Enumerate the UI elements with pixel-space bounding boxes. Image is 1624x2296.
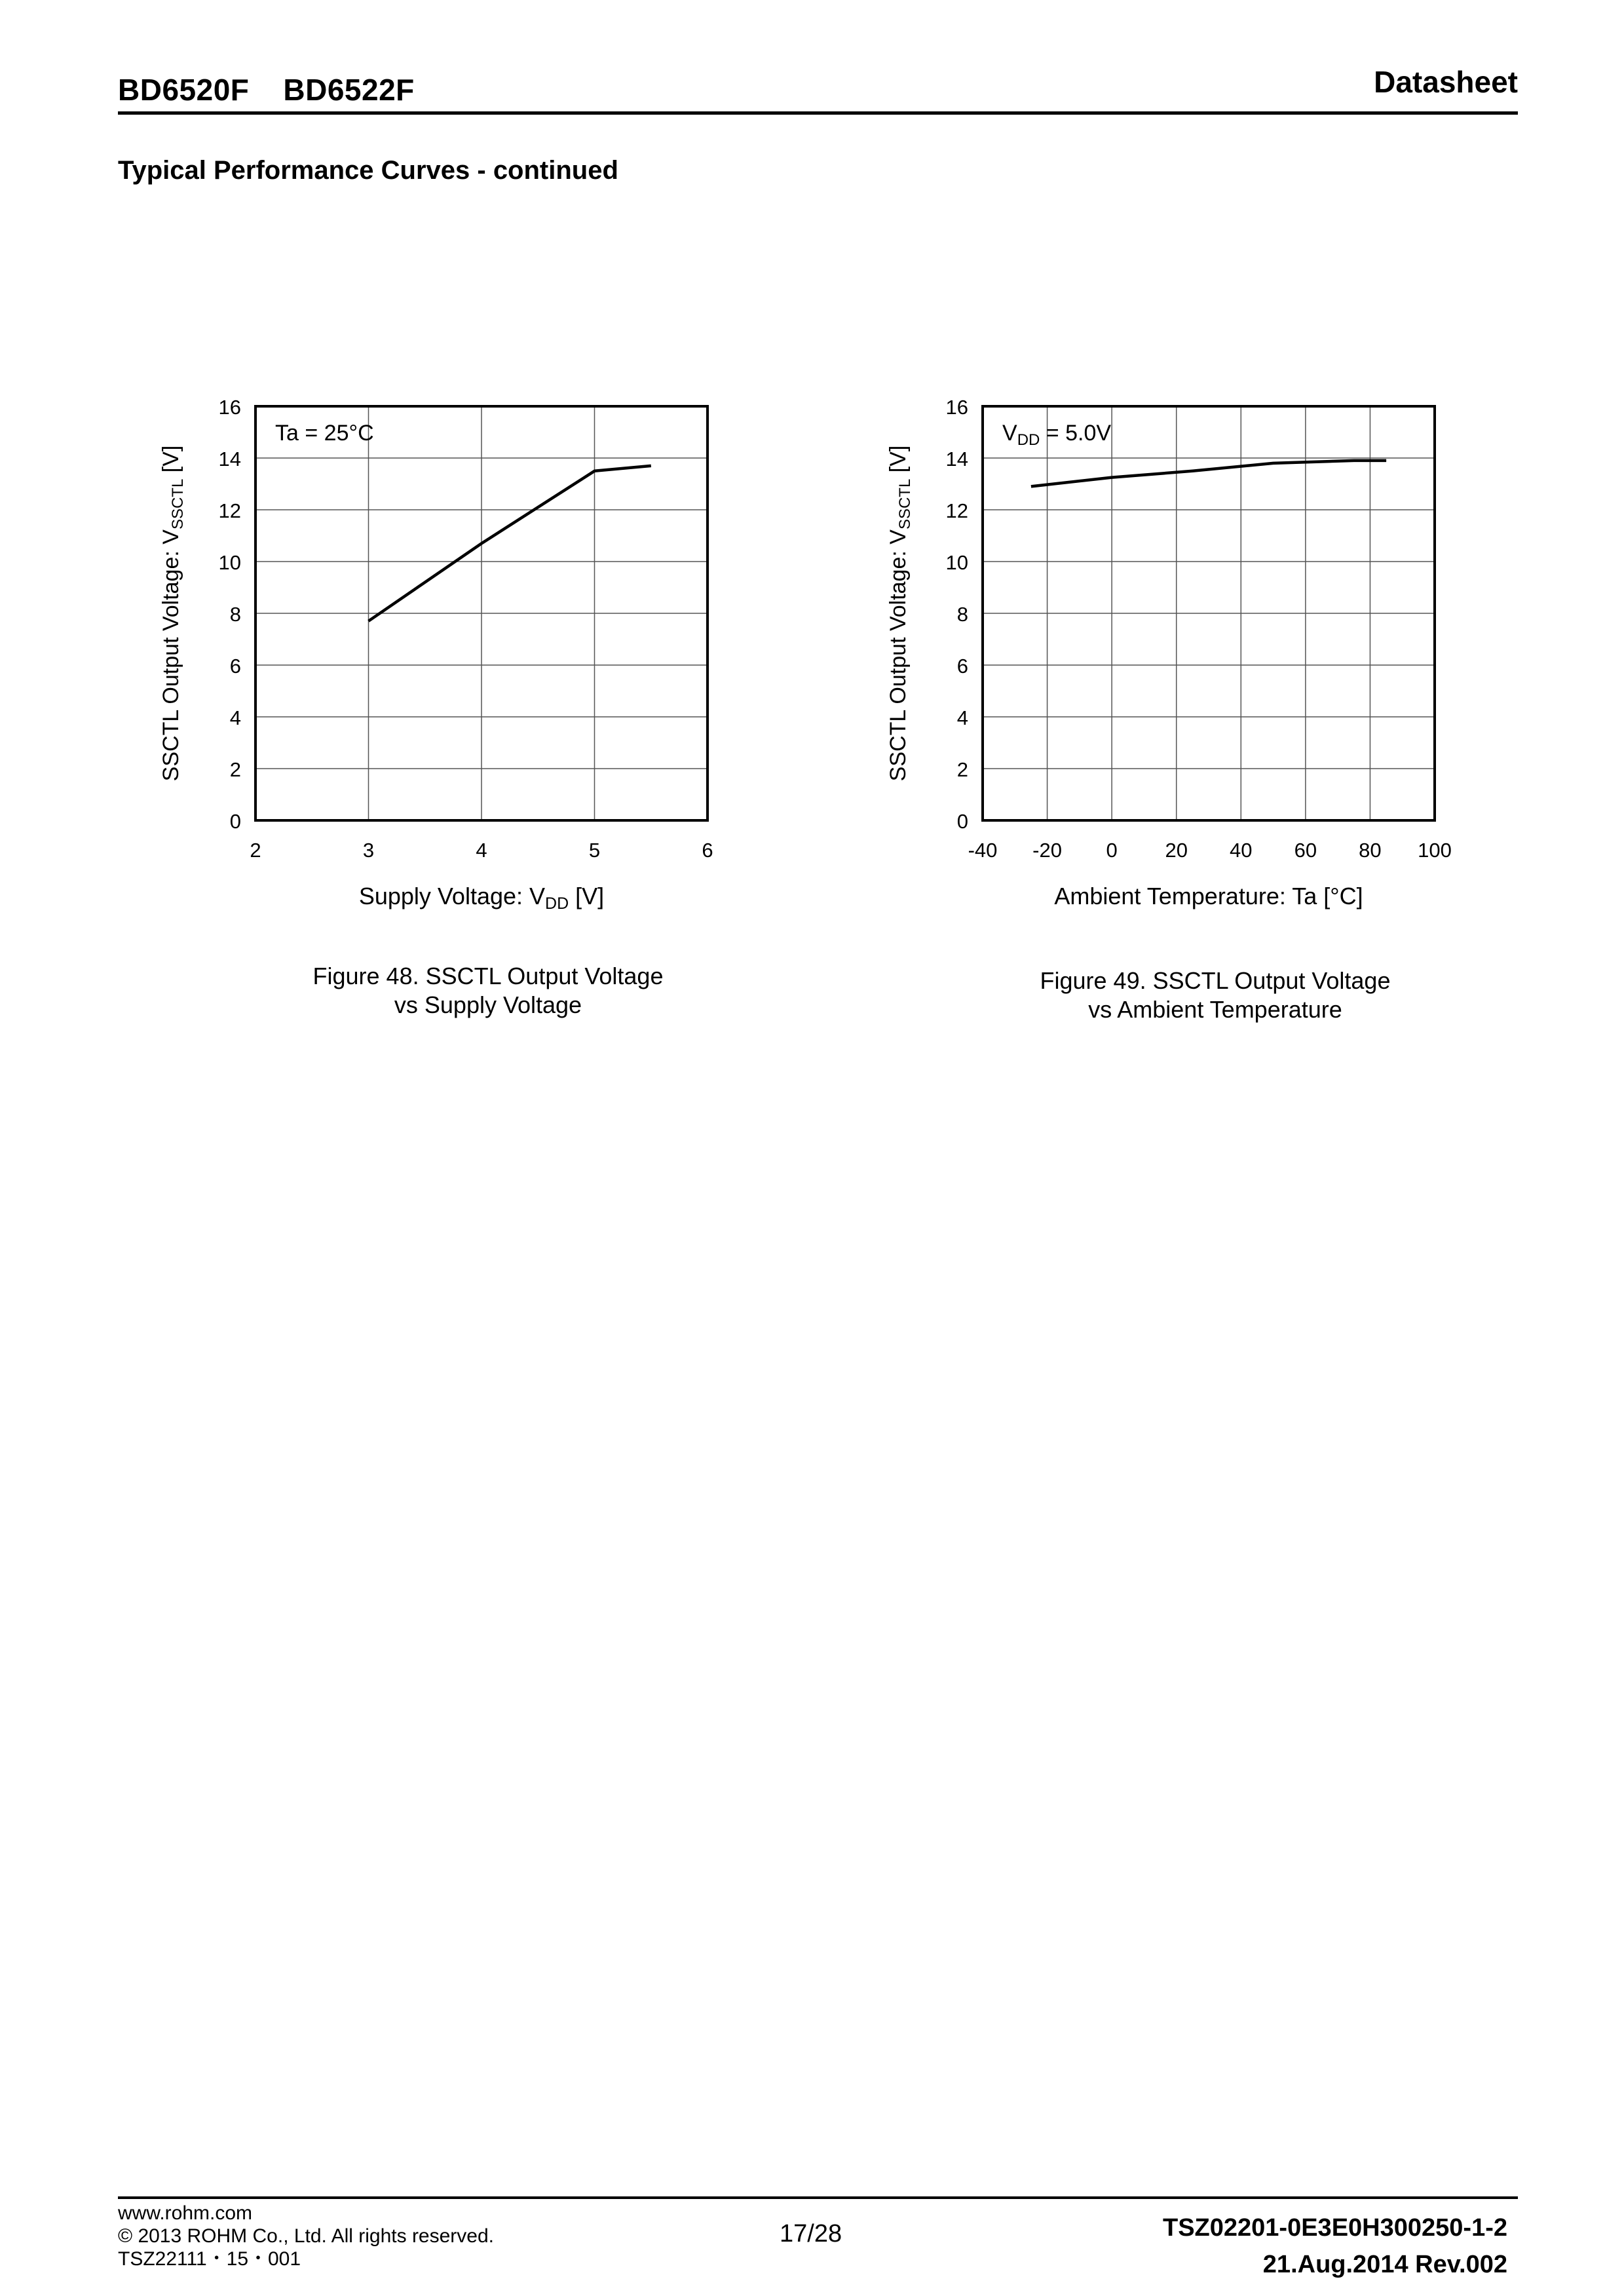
series-lines bbox=[369, 466, 651, 621]
footer-divider bbox=[118, 2196, 1518, 2199]
doc-type-label: Datasheet bbox=[1374, 65, 1518, 99]
y-tick-label: 2 bbox=[229, 758, 241, 781]
y-tick-label: 14 bbox=[218, 448, 241, 470]
y-tick-label: 14 bbox=[945, 448, 968, 470]
x-tick-label: -40 bbox=[968, 839, 998, 862]
x-tick-labels bbox=[250, 839, 713, 862]
caption-line: Figure 49. SSCTL Output Voltage bbox=[1040, 967, 1391, 994]
y-tick-label: 4 bbox=[229, 706, 241, 729]
part-number-1: BD6520F bbox=[118, 73, 250, 107]
y-tick-label: 10 bbox=[218, 551, 241, 574]
x-tick-label: 3 bbox=[362, 839, 375, 862]
doc-number: TSZ02201-0E3E0H300250-1-2 bbox=[1162, 2214, 1507, 2242]
x-tick-label: 2 bbox=[250, 839, 261, 862]
footer-form-code: TSZ22111・15・001 bbox=[118, 2248, 301, 2270]
y-tick-label: 6 bbox=[229, 655, 241, 678]
footer-website-link[interactable]: www.rohm.com bbox=[118, 2202, 253, 2224]
x-tick-label: 80 bbox=[1359, 839, 1382, 862]
date-revision: 21.Aug.2014 Rev.002 bbox=[1262, 2251, 1507, 2278]
series-lines bbox=[1031, 461, 1386, 487]
x-tick-label: 5 bbox=[588, 839, 601, 862]
y-tick-label: 10 bbox=[945, 551, 968, 574]
x-tick-label: -20 bbox=[1032, 839, 1062, 862]
y-tick-label: 8 bbox=[956, 603, 968, 626]
y-tick-labels bbox=[219, 396, 241, 833]
part-numbers bbox=[118, 72, 415, 107]
x-tick-label: 20 bbox=[1165, 839, 1188, 862]
chart-annotation: Ta = 25°C bbox=[275, 421, 374, 446]
figure-48-caption bbox=[239, 962, 737, 1020]
y-tick-label: 0 bbox=[956, 810, 968, 833]
y-tick-label: 12 bbox=[218, 499, 241, 522]
y-tick-label: 12 bbox=[945, 499, 968, 522]
section-title: Typical Performance Curves - continued bbox=[118, 156, 618, 185]
chart-vssctl-vs-temperature bbox=[858, 367, 1474, 930]
caption-line: vs Supply Voltage bbox=[394, 991, 582, 1018]
x-tick-label: 4 bbox=[476, 839, 487, 862]
y-tick-label: 4 bbox=[956, 706, 968, 729]
x-tick-label: 6 bbox=[702, 839, 713, 862]
chart-annotation: $V_{DD} = 5.0V$ bbox=[1002, 421, 1112, 449]
series-line bbox=[369, 466, 651, 621]
x-tick-labels bbox=[968, 839, 1452, 862]
page-number: 17/28 bbox=[780, 2220, 842, 2248]
figure-49-caption bbox=[966, 966, 1464, 1024]
footer-left-block bbox=[118, 2202, 494, 2270]
y-tick-labels bbox=[946, 396, 968, 833]
footer-right-block bbox=[1163, 2210, 1507, 2283]
x-tick-label: 0 bbox=[1106, 839, 1118, 862]
y-tick-label: 16 bbox=[218, 396, 241, 419]
y-tick-label: 2 bbox=[956, 758, 968, 781]
caption-line: vs Ambient Temperature bbox=[1088, 996, 1342, 1023]
header-divider bbox=[118, 111, 1518, 115]
y-tick-label: 8 bbox=[229, 603, 241, 626]
y-axis-label: SSCTL Output Voltage: $V_{SSCTL}$ [V] bbox=[886, 445, 914, 782]
footer-copyright: © 2013 ROHM Co., Ltd. All rights reserved. bbox=[118, 2225, 494, 2247]
y-tick-label: 6 bbox=[956, 655, 968, 678]
grid-lines bbox=[255, 406, 708, 820]
y-tick-label: 16 bbox=[945, 396, 968, 419]
x-axis-label: Ambient Temperature: Ta [°C] bbox=[1054, 883, 1363, 909]
x-tick-label: 100 bbox=[1418, 839, 1452, 862]
part-number-2: BD6522F bbox=[283, 73, 415, 107]
y-axis-label: SSCTL Output Voltage: $V_{SSCTL}$ [V] bbox=[159, 445, 187, 782]
x-tick-label: 60 bbox=[1294, 839, 1317, 862]
chart-vssctl-vs-vdd bbox=[131, 367, 747, 930]
series-line bbox=[1031, 461, 1386, 487]
caption-line: Figure 48. SSCTL Output Voltage bbox=[312, 963, 664, 989]
x-axis-label: Supply Voltage: VDD [V] bbox=[358, 883, 605, 913]
x-tick-label: 40 bbox=[1230, 839, 1253, 862]
y-tick-label: 0 bbox=[229, 810, 241, 833]
